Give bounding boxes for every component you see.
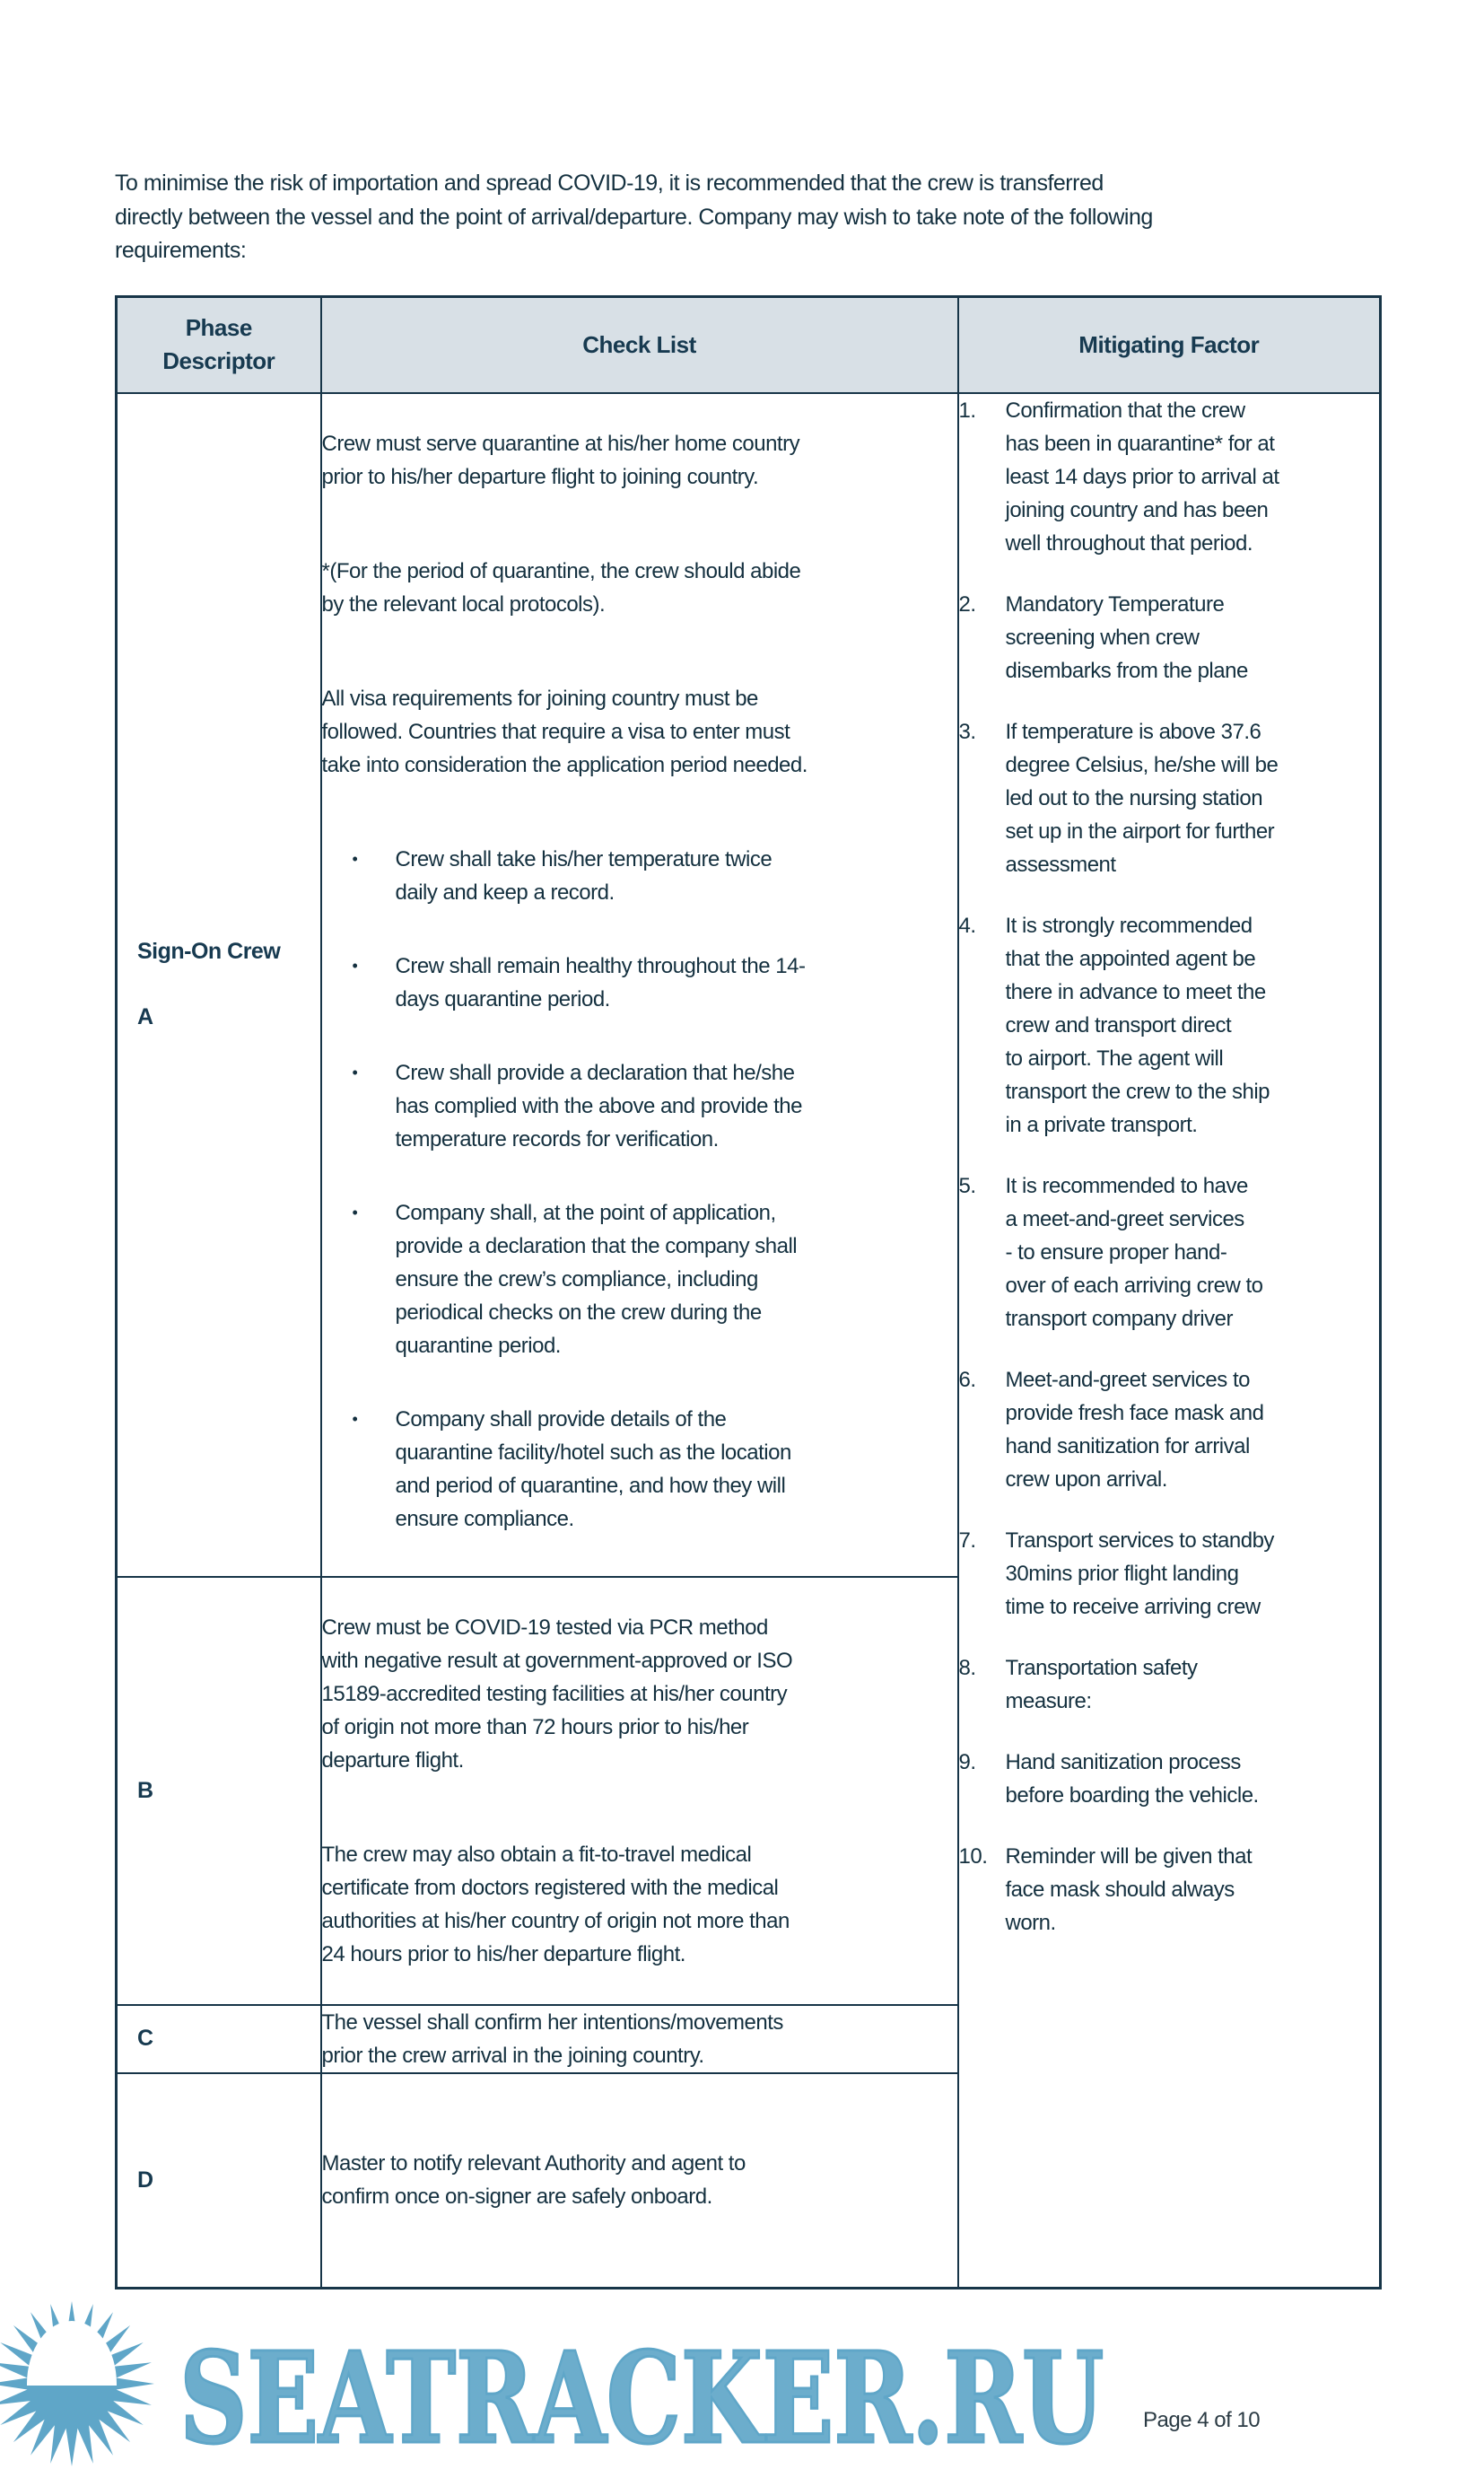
item-text: Confirmation that the crew has been in quarantine* for at least 14 days prior to arrival at joining country and has been well throughout that period.: [1005, 398, 1279, 556]
mitigating-item: [959, 1840, 1380, 1939]
item-number: 7.: [958, 1528, 976, 1553]
bullet-icon: •: [352, 849, 358, 868]
mitigating-item: [959, 909, 1380, 1142]
phase-c-label: C: [117, 2005, 321, 2073]
table-header-row: [117, 296, 1381, 393]
item-number: 5.: [958, 1173, 976, 1198]
checklist-bullet: [322, 1056, 957, 1156]
item-text: Reminder will be given that face mask should always worn.: [1005, 1843, 1253, 1935]
bullet-text: Crew shall remain healthy throughout the 14- days quarantine period.: [395, 953, 806, 1011]
phase-a-cell: [117, 393, 321, 1577]
checklist-a: [321, 393, 958, 1577]
phase-b-label: B: [117, 1577, 321, 2005]
checklist-b-paragraph: The crew may also obtain a fit-to-travel medical certificate from doctors registered with the medical authorities at his/her country of origin not more than 24 hours prior to his/her departure flight.: [321, 1842, 790, 1966]
item-number: 3.: [958, 719, 976, 744]
checklist-a-paragraph: Crew must serve quarantine at his/her home country prior to his/her departure flight to joining country.: [321, 431, 800, 489]
item-number: 6.: [958, 1367, 976, 1392]
item-text: It is recommended to have a meet-and-greet services - to ensure proper hand- over of each arriving crew to transport company driver: [1005, 1173, 1263, 1331]
mitigating-item: [959, 588, 1380, 687]
mitigating-item: [959, 1651, 1380, 1718]
sun-icon: [0, 2301, 154, 2466]
bullet-text: Company shall, at the point of application, provide a declaration that the company shall ensure the crew’s compliance, including periodical checks on the crew during the quarantine period.: [395, 1200, 798, 1358]
phase-checklist-table: [115, 295, 1382, 2290]
mitigating-item: [959, 1746, 1380, 1812]
mitigating-list: [958, 393, 1381, 2289]
item-text: Hand sanitization process before boarding the vehicle.: [1005, 1749, 1259, 1808]
mitigating-item: [959, 1363, 1380, 1496]
item-text: It is strongly recommended that the appointed agent be there in advance to meet the crew and transport direct to airport. The agent will transport the crew to the ship in a private transport.: [1005, 913, 1270, 1137]
checklist-a-paragraph: *(For the period of quarantine, the crew should abide by the relevant local protocols).: [321, 558, 801, 617]
item-number: 10.: [958, 1843, 988, 1869]
item-number: 1.: [958, 398, 976, 423]
page-number: Page 4 of 10: [1143, 2408, 1261, 2432]
header-check-list: Check List: [321, 296, 958, 393]
item-text: Transport services to standby 30mins prior flight landing time to receive arriving crew: [1005, 1528, 1274, 1619]
bullet-icon: •: [352, 956, 358, 975]
item-number: 9.: [958, 1749, 976, 1774]
checklist-bullet: [322, 843, 957, 909]
header-mitigating-factor: Mitigating Factor: [958, 296, 1381, 393]
item-text: Mandatory Temperature screening when crew disembarks from the plane: [1005, 591, 1248, 683]
checklist-bullet: [322, 1196, 957, 1362]
bullet-icon: •: [352, 1063, 358, 1081]
checklist-bullet: [322, 1403, 957, 1536]
item-text: Transportation safety measure:: [1005, 1655, 1198, 1713]
checklist-b: [321, 1577, 958, 2005]
item-text: Meet-and-greet services to provide fresh face mask and hand sanitization for arrival crew upon arrival.: [1005, 1367, 1264, 1492]
checklist-c: The vessel shall confirm her intentions/movements prior the crew arrival in the joining country.: [321, 2005, 958, 2073]
page-bottom: [0, 2298, 1373, 2469]
mitigating-item: [959, 1524, 1380, 1624]
mitigating-item: [959, 1169, 1380, 1335]
phase-d-label: D: [117, 2073, 321, 2289]
bullet-icon: •: [352, 1409, 358, 1428]
item-number: 4.: [958, 913, 976, 938]
item-text: If temperature is above 37.6 degree Celsius, he/she will be led out to the nursing station set up in the airport for further assessment: [1005, 719, 1279, 877]
item-number: 8.: [958, 1655, 976, 1680]
checklist-b-paragraph: Crew must be COVID-19 tested via PCR method with negative result at government-approved or ISO 15189-accredited testing facilities at his/her country of origin not more than 72 hours prior to his/her departure flight.: [321, 1615, 793, 1773]
table-row-a: [117, 393, 1381, 1577]
header-phase-descriptor: Phase Descriptor: [117, 296, 321, 393]
bullet-text: Crew shall provide a declaration that he/she has complied with the above and provide the temperature records for verification.: [395, 1060, 802, 1151]
bullet-text: Company shall provide details of the quarantine facility/hotel such as the location and period of quarantine, and how they will ensure compliance.: [395, 1406, 791, 1531]
bullet-text: Crew shall take his/her temperature twice daily and keep a record.: [395, 846, 773, 905]
mitigating-item: [959, 394, 1380, 560]
checklist-d: Master to notify relevant Authority and agent to confirm once on-signer are safely onboard.: [321, 2073, 958, 2289]
phase-a-label: A: [137, 1004, 153, 1029]
mitigating-item: [959, 715, 1380, 881]
seatracker-watermark-logo: [0, 2298, 1122, 2469]
phase-a-title: Sign-On Crew: [137, 939, 281, 964]
checklist-a-paragraph: All visa requirements for joining country must be followed. Countries that require a visa to enter must take into consideration the application period needed.: [321, 686, 807, 777]
svg-text:SEATRACKER.RU: SEATRACKER.RU: [179, 2325, 1104, 2469]
checklist-bullet: [322, 950, 957, 1016]
bullet-icon: •: [352, 1203, 358, 1221]
item-number: 2.: [958, 591, 976, 617]
intro-paragraph: To minimise the risk of importation and spread COVID-19, it is recommended that the crew is transferred directly between the vessel and the point of arrival/departure. Company may wish to take note of the following requirements:: [115, 171, 1153, 263]
